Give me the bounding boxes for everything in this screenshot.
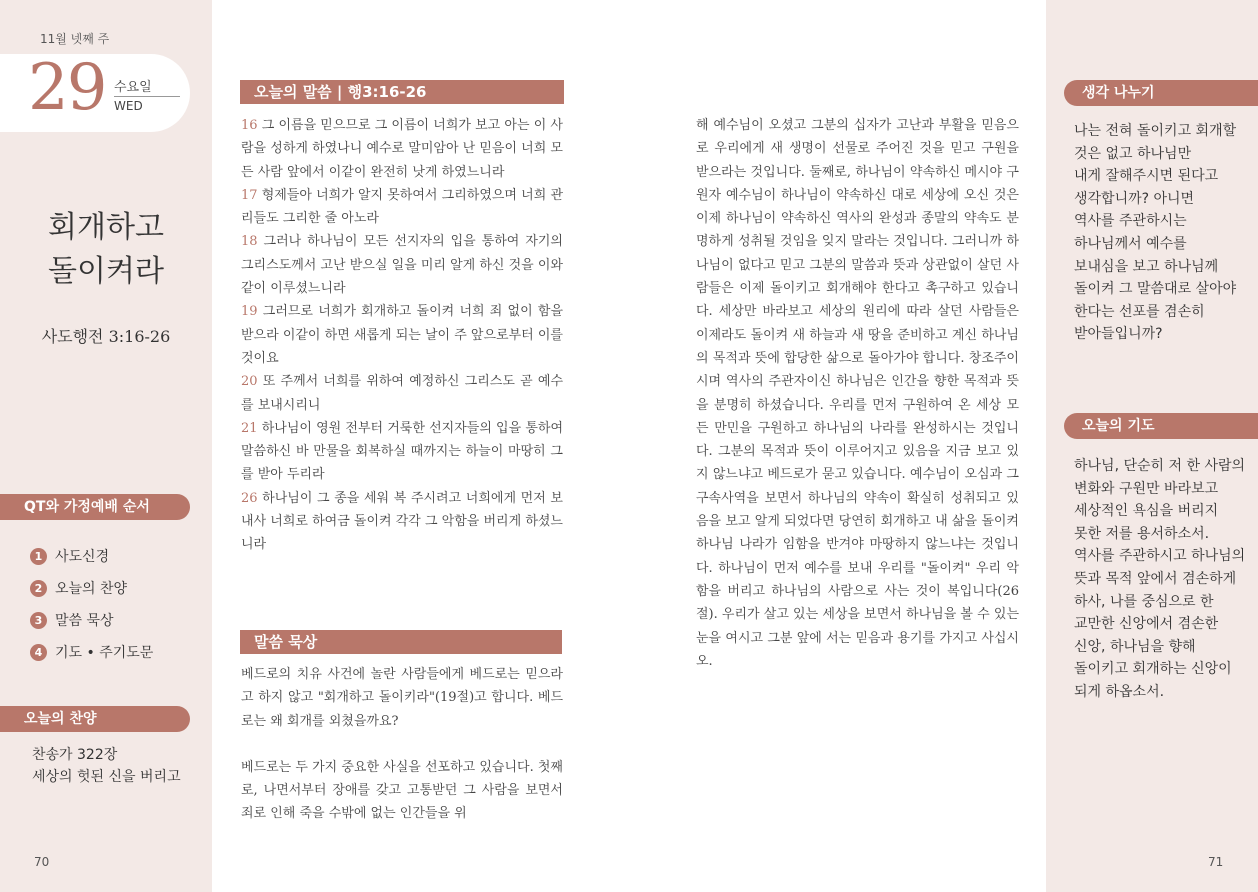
meditation-heading: 말씀 묵상 [240, 630, 562, 654]
order-item [30, 604, 153, 636]
verse-text: 하나님이 영원 전부터 거룩한 선지자들의 입을 통하여 말씀하신 바 만물을 회복하실 때까지는 하늘이 마땅히 그를 받아 두리라 [241, 420, 563, 483]
hymn-heading: 오늘의 찬양 [0, 706, 190, 732]
number-badge: 1 [30, 548, 47, 565]
hymn-number: 찬송가 322장 [32, 747, 118, 763]
verse-number: 19 [241, 304, 258, 320]
share-text: 나는 전혀 돌이키고 회개할 것은 없고 하나님만 내게 잘해주시면 된다고 생각합니까? 아니면 역사를 주관하시는 하나님께서 예수를 보내심을 보고 하나님께 돌이켜 그 말씀대로 살아야 한다는 선포를 겸손히 받아들입니까? [1074, 123, 1237, 343]
verse-number: 18 [241, 234, 258, 250]
weekday-english: WED [114, 99, 143, 113]
prayer-text: 하나님, 단순히 저 한 사람의 변화와 구원만 바라보고 세상적인 욕심을 버리지 못한 저를 용서하소서. 역사를 주관하시고 하나님의 뜻과 목적 앞에서 겸손하게 하사, 나를 중심으로 한 교만한 신앙에서 겸손한 신앙, 하나님을 향해 돌이키고 회개하는 신앙이 되게 하옵소서. [1074, 458, 1246, 700]
weekday-korean: 수요일 [114, 80, 152, 95]
verse-text: 그러므로 너희가 회개하고 돌이켜 너희 죄 없이 함을 받으라 이같이 하면 새롭게 되는 날이 주 앞으로부터 이를 것이요 [241, 304, 563, 366]
verse-text: 그 이름을 믿으므로 그 이름이 너희가 보고 아는 이 사람을 성하게 하였나니 예수로 말미암아 난 믿음이 너희 모든 사람 앞에서 이같이 완전히 낫게 하였느니라 [241, 118, 563, 180]
prayer-heading: 오늘의 기도 [1064, 413, 1258, 439]
scripture-reference: 사도행전 3:16-26 [41, 327, 171, 346]
order-item [30, 572, 153, 604]
verse [241, 300, 563, 370]
verse [241, 230, 563, 300]
verse-number: 20 [241, 374, 258, 390]
verse [241, 487, 563, 557]
verse-text: 그러나 하나님이 모든 선지자의 입을 통하여 자기의 그리스도께서 고난 받으실 일을 미리 알게 하신 것을 이와 같이 이루셨느니라 [241, 234, 563, 297]
number-badge: 4 [30, 644, 47, 661]
verse [241, 370, 563, 417]
verse-number: 26 [241, 490, 258, 506]
order-item [30, 540, 153, 572]
week-label: 11월 넷째 주 [40, 32, 110, 46]
verse-number: 17 [241, 187, 258, 203]
number-badge: 2 [30, 580, 47, 597]
meditation-continued: 해 예수님이 오셨고 그분의 십자가 고난과 부활을 믿음으로 우리에게 새 생명이 선물로 주어진 것을 믿고 구원을 받으라는 것입니다. 둘째로, 하나님이 약속하신 메시야 구원자 예수님이 하나님이 약속하신 대로 세상에 오신 것은 이제 하나님이 약속하신 역사의 완성과 종말의 약속도 분명하게 성취될 것임을 잊지 말라는 것입니다. 그러니까 하나님이 없다고 믿고 그분의 말씀과 뜻과 상관없이 살던 사람들은 이제 돌이키고 회개해야 한다고 촉구하고 있습니다. 세상만 바라보고 세상의 원리에 따라 살던 사람들은 이제라도 돌이켜 새 하늘과 새 땅을 준비하고 계신 하나님의 목적과 뜻에 합당한 삶으로 돌아가야 합니다. 창조주이시며 역사의 주관자이신 하나님은 인간을 향한 목적과 뜻을 분명히 하셨습니다. 우리를 먼저 구원하여 온 세상 모든 만민을 구원하고 하나님의 나라를 완성하시는 것입니다. 그분의 목적과 뜻이 이루어지고 있음을 지금 보고 있지 않느냐고 베드로가 묻고 있습니다. 예수님이 오심과 그 구속사역을 보면서 하나님의 약속이 확실히 성취되고 있음을 보고 알게 되었다면 당연히 회개하고 내 삶을 돌이켜 하나님 나라가 임함을 반겨야 마땅하지 않느냐는 것입니다. 하나님이 먼저 예수를 보내 우리를 "돌이켜" 우리 악함을 버리고 하나님의 사람으로 사는 것이 복입니다(26절). 우리가 살고 있는 세상을 보면서 하나님을 볼 수 있는 눈을 여시고 그분 앞에 서는 믿음과 용기를 가지고 사십시오. [696, 118, 1019, 669]
order-item-label: 사도신경 [55, 549, 110, 565]
scripture-text [241, 114, 563, 557]
meditation-paragraph-1: 베드로의 치유 사건에 놀란 사람들에게 베드로는 믿으라고 하지 않고 "회개하고 돌이키라"(19절)고 합니다. 베드로는 왜 회개를 외쳤을까요? [241, 667, 563, 729]
title-line-1: 회개하고 [48, 210, 164, 245]
verse-number: 21 [241, 420, 258, 436]
word-heading: 오늘의 말씀 | 행3:16-26 [240, 80, 564, 104]
date-divider [114, 96, 180, 97]
day-number: 29 [28, 51, 106, 125]
order-heading: QT와 가정예배 순서 [0, 494, 190, 520]
verse [241, 417, 563, 487]
meditation-paragraph-2: 베드로는 두 가지 중요한 사실을 선포하고 있습니다. 첫째로, 나면서부터 장애를 갖고 고통받던 그 사람을 보면서 죄로 인해 죽을 수밖에 없는 인간들을 위 [241, 759, 563, 822]
meditation-text [241, 663, 563, 826]
page-number-right: 71 [1208, 855, 1224, 869]
verse-number: 16 [241, 118, 258, 133]
order-item [30, 636, 153, 668]
page-number-left: 70 [34, 855, 50, 869]
order-list [30, 540, 153, 668]
number-badge: 3 [30, 612, 47, 629]
order-item-label: 말씀 묵상 [55, 613, 114, 629]
verse [241, 184, 563, 231]
verse-text: 하나님이 그 종을 세워 복 주시려고 너희에게 먼저 보내사 너희로 하여금 돌이켜 각각 그 악함을 버리게 하셨느니라 [241, 490, 563, 553]
page-title [0, 206, 212, 294]
hymn-name: 세상의 헛된 신을 버리고 [32, 769, 181, 785]
title-line-2: 돌이켜라 [48, 254, 164, 289]
verse-text: 형제들아 너희가 알지 못하여서 그리하였으며 너희 관리들도 그리한 줄 아노라 [241, 187, 563, 227]
share-heading: 생각 나누기 [1064, 80, 1258, 106]
verse-text: 또 주께서 너희를 위하여 예정하신 그리스도 곧 예수를 보내시리니 [241, 374, 563, 413]
order-item-label: 기도 • 주기도문 [55, 645, 154, 661]
hymn-info [32, 744, 181, 788]
verse [241, 114, 563, 184]
order-item-label: 오늘의 찬양 [55, 581, 128, 597]
